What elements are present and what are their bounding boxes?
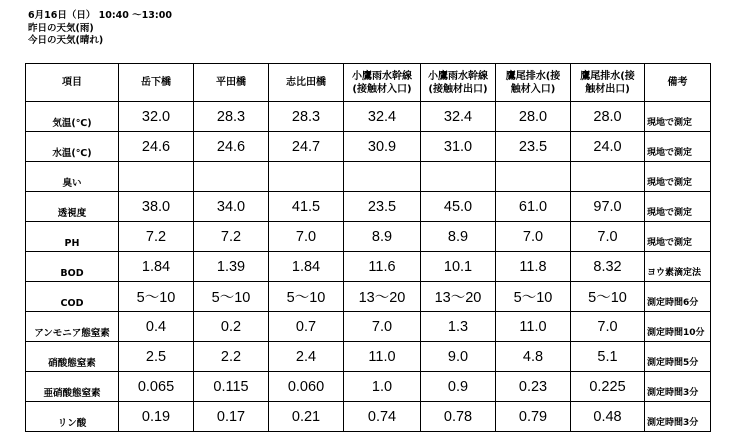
measurement-cell: 1.0 — [344, 372, 421, 402]
table-row — [26, 132, 711, 162]
measurement-cell: 1.84 — [119, 252, 194, 282]
measurement-cell: 61.0 — [496, 192, 571, 222]
weather-today: 今日の天気(晴れ) — [28, 35, 104, 46]
measurement-cell: 45.0 — [421, 192, 496, 222]
measurement-cell: 5〜10 — [496, 282, 571, 312]
measurement-cell: 28.3 — [269, 102, 344, 132]
measurement-cell: 7.0 — [496, 222, 571, 252]
measurement-cell: 0.17 — [194, 402, 269, 432]
measurement-cell: 1.39 — [194, 252, 269, 282]
column-header: 鷹尾排水(接 触材入口) — [496, 64, 571, 102]
measurement-cell: 7.0 — [344, 312, 421, 342]
measurement-cell: 28.0 — [571, 102, 645, 132]
row-note: 現地で測定 — [645, 222, 711, 252]
measurement-cell: 0.78 — [421, 402, 496, 432]
row-note: 測定時間10分 — [645, 312, 711, 342]
measurement-cell — [269, 162, 344, 192]
measurement-cell: 13〜20 — [421, 282, 496, 312]
measurement-cell: 9.0 — [421, 342, 496, 372]
measurement-cell: 0.060 — [269, 372, 344, 402]
table-row — [26, 282, 711, 312]
measurement-cell: 32.4 — [421, 102, 496, 132]
column-header: 備考 — [645, 64, 711, 102]
table-row — [26, 162, 711, 192]
measurement-cell — [344, 162, 421, 192]
table-row — [26, 312, 711, 342]
measurement-cell: 24.6 — [194, 132, 269, 162]
row-note: 現地で測定 — [645, 102, 711, 132]
measurement-cell — [571, 162, 645, 192]
table-row — [26, 192, 711, 222]
row-note: 測定時間3分 — [645, 402, 711, 432]
water-quality-table — [25, 63, 711, 432]
row-note: 測定時間3分 — [645, 372, 711, 402]
measurement-cell: 0.48 — [571, 402, 645, 432]
measurement-cell: 38.0 — [119, 192, 194, 222]
measurement-cell — [194, 162, 269, 192]
table-row — [26, 102, 711, 132]
measurement-cell: 2.2 — [194, 342, 269, 372]
measurement-cell: 5〜10 — [194, 282, 269, 312]
row-note: 測定時間6分 — [645, 282, 711, 312]
measurement-cell: 5.1 — [571, 342, 645, 372]
row-note: ヨウ素滴定法 — [645, 252, 711, 282]
column-header: 平田橋 — [194, 64, 269, 102]
row-item-label: PH — [26, 222, 119, 252]
measurement-cell: 0.79 — [496, 402, 571, 432]
measurement-cell: 5〜10 — [571, 282, 645, 312]
measurement-cell: 0.74 — [344, 402, 421, 432]
row-item-label: アンモニア態窒素 — [26, 312, 119, 342]
measurement-cell: 41.5 — [269, 192, 344, 222]
row-item-label: BOD — [26, 252, 119, 282]
measurement-cell: 23.5 — [344, 192, 421, 222]
measurement-cell: 24.7 — [269, 132, 344, 162]
table-row — [26, 372, 711, 402]
column-header: 項目 — [26, 64, 119, 102]
measurement-cell: 8.9 — [344, 222, 421, 252]
table-row — [26, 222, 711, 252]
measurement-cell: 97.0 — [571, 192, 645, 222]
table-row — [26, 402, 711, 432]
row-note: 現地で測定 — [645, 192, 711, 222]
measurement-cell: 5〜10 — [119, 282, 194, 312]
measurement-cell: 24.0 — [571, 132, 645, 162]
measurement-cell: 0.2 — [194, 312, 269, 342]
row-item-label: 水温(℃) — [26, 132, 119, 162]
row-item-label: リン酸 — [26, 402, 119, 432]
measurement-cell: 7.0 — [269, 222, 344, 252]
measurement-cell: 10.1 — [421, 252, 496, 282]
measurement-cell: 1.3 — [421, 312, 496, 342]
weather-yesterday: 昨日の天気(雨) — [28, 22, 94, 34]
measurement-cell: 30.9 — [344, 132, 421, 162]
measurement-cell: 11.8 — [496, 252, 571, 282]
row-item-label: 臭い — [26, 162, 119, 192]
row-item-label: COD — [26, 282, 119, 312]
measurement-cell: 0.115 — [194, 372, 269, 402]
row-note: 現地で測定 — [645, 162, 711, 192]
measurement-cell — [119, 162, 194, 192]
measurement-cell: 2.4 — [269, 342, 344, 372]
measurement-cell: 0.065 — [119, 372, 194, 402]
measurement-cell: 13〜20 — [344, 282, 421, 312]
row-item-label: 亜硝酸態窒素 — [26, 372, 119, 402]
measurement-cell — [496, 162, 571, 192]
measurement-cell: 11.0 — [344, 342, 421, 372]
measurement-cell: 28.0 — [496, 102, 571, 132]
table-row — [26, 252, 711, 282]
row-item-label: 透視度 — [26, 192, 119, 222]
measurement-cell: 2.5 — [119, 342, 194, 372]
column-header: 鷹尾排水(接 触材出口) — [571, 64, 645, 102]
measurement-cell: 0.23 — [496, 372, 571, 402]
measurement-cell: 7.0 — [571, 312, 645, 342]
report-header — [28, 10, 172, 48]
measurement-cell: 0.7 — [269, 312, 344, 342]
measurement-cell: 5〜10 — [269, 282, 344, 312]
measurement-cell: 11.6 — [344, 252, 421, 282]
measurement-cell: 34.0 — [194, 192, 269, 222]
measurement-cell: 8.9 — [421, 222, 496, 252]
column-header: 岳下橋 — [119, 64, 194, 102]
measurement-cell: 0.21 — [269, 402, 344, 432]
measurement-cell: 28.3 — [194, 102, 269, 132]
measurement-cell: 0.4 — [119, 312, 194, 342]
column-header: 小鷹雨水幹線 (接触材入口) — [344, 64, 421, 102]
measurement-cell: 1.84 — [269, 252, 344, 282]
row-item-label: 硝酸態窒素 — [26, 342, 119, 372]
row-note: 現地で測定 — [645, 132, 711, 162]
measurement-cell: 32.0 — [119, 102, 194, 132]
measurement-cell: 7.2 — [119, 222, 194, 252]
row-note: 測定時間5分 — [645, 342, 711, 372]
table-header-row — [26, 64, 711, 102]
measurement-cell: 24.6 — [119, 132, 194, 162]
table-row — [26, 342, 711, 372]
measurement-cell: 11.0 — [496, 312, 571, 342]
measurement-cell: 0.19 — [119, 402, 194, 432]
measurement-cell: 0.225 — [571, 372, 645, 402]
column-header: 小鷹雨水幹線 (接触材出口) — [421, 64, 496, 102]
measurement-cell: 32.4 — [344, 102, 421, 132]
measurement-cell: 31.0 — [421, 132, 496, 162]
measurement-cell: 8.32 — [571, 252, 645, 282]
measurement-cell: 7.2 — [194, 222, 269, 252]
measurement-cell: 4.8 — [496, 342, 571, 372]
measurement-cell: 0.9 — [421, 372, 496, 402]
measurement-cell — [421, 162, 496, 192]
column-header: 志比田橋 — [269, 64, 344, 102]
measurement-cell: 23.5 — [496, 132, 571, 162]
date-time-line: 6月16日（日） 10:40 〜13:00 — [28, 10, 172, 21]
row-item-label: 気温(℃) — [26, 102, 119, 132]
measurement-cell: 7.0 — [571, 222, 645, 252]
